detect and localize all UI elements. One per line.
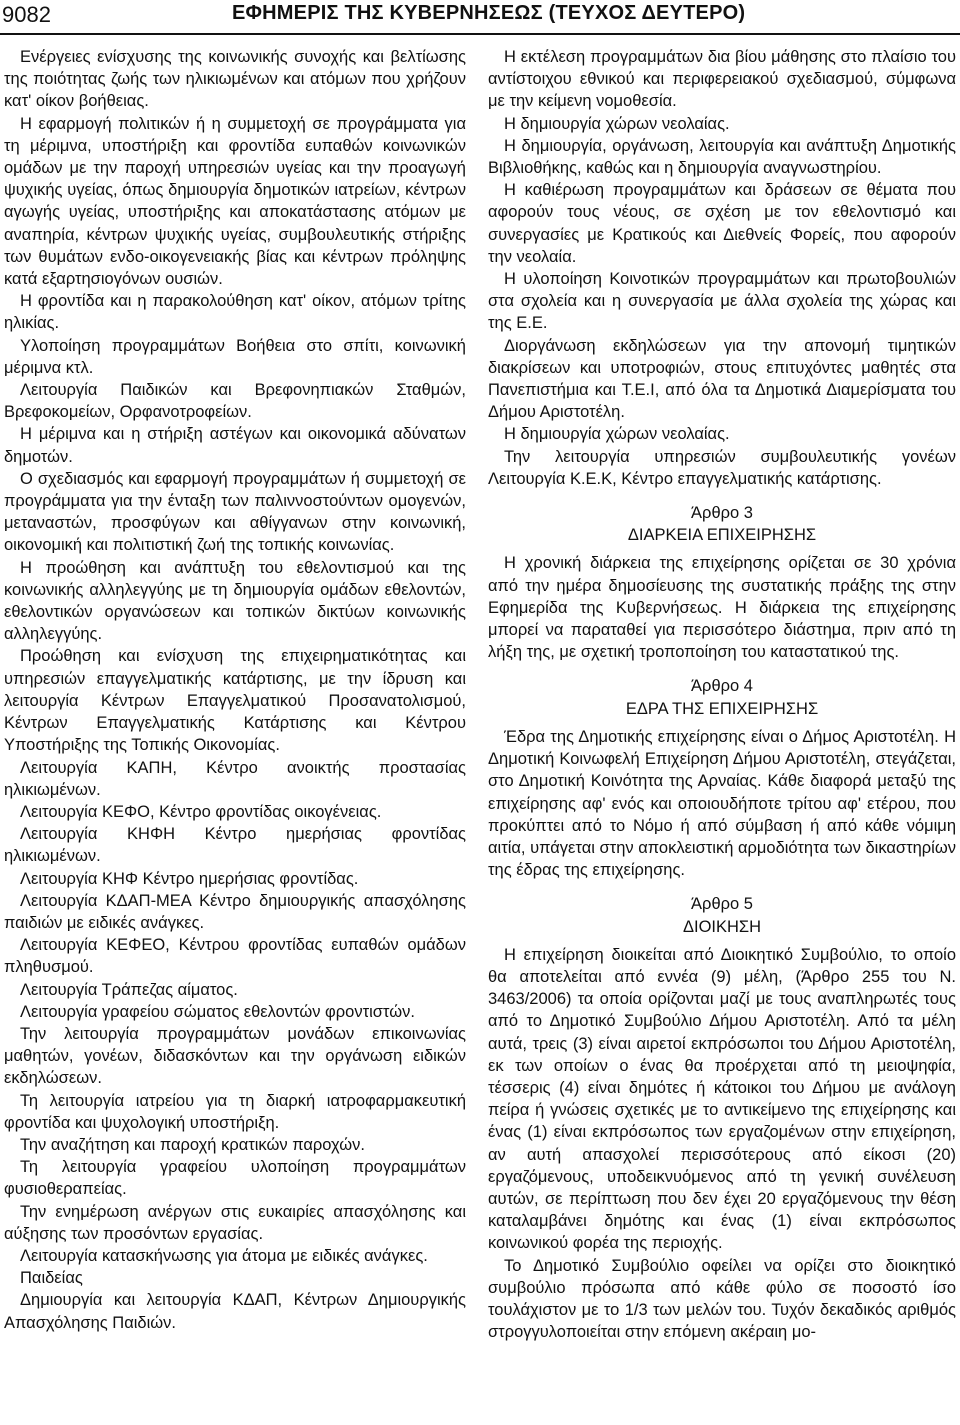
header-rule [0,33,960,35]
left-column [4,46,466,1334]
paragraph: Υλοποίηση προγραμμάτων Βοήθεια στο σπίτι, κοινωνική μέριμνα κτλ. [4,336,466,377]
paragraph: Η φροντίδα και η παρακολούθηση κατ' οίκον, ατόμων τρίτης ηλικίας. [4,292,466,333]
article-4-number: Άρθρο 4 [691,677,753,696]
paragraph: Λειτουργία ΚΑΠΗ, Κέντρο ανοικτής προστασίας ηλικιωμένων. [4,758,466,799]
paragraph: Λειτουργία Παιδικών και Βρεφονηπιακών Σταθμών, Βρεφοκομείων, Ορφανοτροφείων. [4,381,466,422]
page-header [0,0,960,32]
paragraph: Η δημιουργία, οργάνωση, λειτουργία και ανάπτυξη Δημοτικής Βιβλιοθήκης, καθώς και η δημιουργία αναγνωστηρίου. [488,136,956,178]
paragraph: Η υλοποίηση Κοινοτικών προγραμμάτων και πρωτοβουλιών στα σχολεία και η συνεργασία με άλλα σχολεία της χώρας και της Ε.Ε. [488,270,956,333]
paragraph: Λειτουργία ΚΔΑΠ-ΜΕΑ Κέντρο δημιουργικής απασχόλησης παιδιών με ειδικές ανάγκες. [4,891,466,932]
paragraph: Λειτουργία ΚΗΦΗ Κέντρο ημερήσιας φροντίδας ηλικιωμένων. [4,825,466,866]
paragraph: Η εκτέλεση προγραμμάτων δια βίου μάθησης στο πλαίσιο του αντίστοιχου εθνικού και περιφερειακού σχεδιασμού, σύμφωνα με την κείμενη νομοθεσία. [488,48,956,111]
paragraph: Η προώθηση και ανάπτυξη του εθελοντισμού και της κοινωνικής αλληλεγγύης με τη δημιουργία ομάδων εθελοντών, εθελοντικών οργανώσεων και τοπικών δικτύων κοινωνικής αλληλεγγύης. [4,558,466,644]
section-label-paideias: Παιδείας [20,1269,83,1288]
paragraph: Διοργάνωση εκδηλώσεων για την απονομή τιμητικών διακρίσεων και υποτροφιών, στους επιτυχόντες μαθητές στα Πανεπιστήμια και Τ.Ε.Ι, από όλα τα Δημοτικά Διαμερίσματα του Δήμου Αριστοτέλη. [488,336,956,422]
paragraph: Η καθιέρωση προγραμμάτων και δράσεων σε θέματα που αφορούν τους νέους, σε σχέση με τον εθελοντισμό και συνεργασίες με Κρατικούς και Διεθνείς Φορείς, που αφορούν την νεολαία. [488,181,956,266]
paragraph: Προώθηση και ενίσχυση της επιχειρηματικότητας και υπηρεσιών επαγγελματικής κατάρτισης, με την ίδρυση και λειτουργία Κέντρων Επαγγελματικού Προσανατολισμού, Κέντρων Επαγγελματικής Κατάρτισης και Κέντρου Υποστήριξης της Τοπικής Οικονομίας. [4,647,466,755]
paragraph: Δημιουργία και λειτουργία ΚΔΑΠ, Κέντρων Δημιουργικής Απασχόλησης Παιδιών. [4,1291,466,1332]
paragraph: Λειτουργία γραφείου σώματος εθελοντών φροντιστών. [20,1002,415,1021]
paragraph: Η δημιουργία χώρων νεολαίας. [504,425,730,444]
article-5-paragraph: Η επιχείρηση διοικείται από Διοικητικό Συμβούλιο, το οποίο θα αποτελείται από εννέα (9) μέλη, (Άρθρο 255 του Ν. 3463/2006) τα οποία ορίζονται μαζί με τους αναπληρωτές τους από το Δημοτικό Συμβούλιο Δήμου Αριστοτέλη. Από τα μέλη αυτά, τρεις (3) είναι αιρετοί εκπρόσωποι του Δήμου Αριστοτέλη, εκ των οποίων ο ένας θα προέρχεται από τη μειοψηφία, τέσσερις (4) είναι δημότες ή κάτοικοι του Δήμου με ανάλογη πείρα ή γνώσεις σχετικές με το αντικείμενο της επιχείρησης και ένας (1) είναι εκπρόσωπος των εργαζομένων στην επιχείρηση, αν αυτή απασχολεί περισσότερους από είκοσι (20) εργαζόμενους, υποδεικνυόμενος από τη γενική συνέλευση αυτών, σε περίπτωση που δεν έχει 20 εργαζόμενους την θέση καταλαμβάνει δημότης και ένας (1) είναι εκπρόσωπος κοινωνικού φορέα της περιοχής. [488,945,956,1253]
gazette-title: ΕΦΗΜΕΡΙΣ ΤΗΣ ΚΥΒΕΡΝΗΣΕΩΣ (ΤΕΥΧΟΣ ΔΕΥΤΕΡΟ) [232,2,746,24]
right-column [488,46,956,1343]
paragraph: Την αναζήτηση και παροχή κρατικών παροχών. [20,1135,365,1154]
article-5-paragraph: Το Δημοτικό Συμβούλιο οφείλει να ορίζει στο διοικητικό συμβούλιο πρόσωπα από κάθε φύλο σε ποσοστό ίσο τουλάχιστον με το 1/3 των μελών του. Τυχόν δεκαδικός αριθμός στρογγυλοποιείται στην επόμενη ακέραιη μο- [488,1256,956,1342]
paragraph: Ενέργειες ενίσχυσης της κοινωνικής συνοχής και βελτίωσης της ποιότητας ζωής των ηλικιωμένων και ατόμων που χρήζουν κατ' οίκον βοήθειας. [4,48,466,111]
paragraph: Τη λειτουργία ιατρείου για τη διαρκή ιατροφαρμακευτική φροντίδα και ψυχολογική υποστήριξη. [4,1091,466,1132]
paragraph: Την λειτουργία προγραμμάτων μονάδων επικοινωνίας μαθητών, γονέων, διδασκόντων και την οργάνωση ειδικών εκδηλώσεων. [4,1024,466,1088]
paragraph: Η δημιουργία χώρων νεολαίας. [504,114,730,133]
article-4-text: Έδρα της Δημοτικής επιχείρησης είναι ο Δήμος Αριστοτέλη. Η Δημοτική Κοινωφελή Επιχείρηση Δήμου Αριστοτέλη, στεγάζεται, στο Δημοτική Κοινότητα της Αρναίας. Κάθε διαφορά μεταξύ της επιχείρησης αφ' ενός και οποιουδήποτε τρίτου αφ' ετέρου, που προκύπτει από το Νόμο ή από σύμβαση ή από κάθε νόμιμη αιτία, υπάγεται στην αποκλειστική αρμοδιότητα των δικαστηρίων της έδρας της επιχείρησης. [488,727,956,880]
paragraph: Λειτουργία Τράπεζας αίματος. [20,980,238,999]
paragraph: Ο σχεδιασμός και εφαρμογή προγραμμάτων ή συμμετοχή σε προγράμματα για την ένταξη των παλιννοστούντων ομογενών, μεταναστών, προσφύγων και αθίγγανων στην κοινωνική, οικονομική και πολιτιστική ζωή της τοπικής κοινωνίας. [4,469,466,555]
article-3-text: Η χρονική διάρκεια της επιχείρησης ορίζεται σε 30 χρόνια από την ημέρα δημοσίευσης της συστατικής πράξης της στην Εφημερίδα της Κυβερνήσεως. Η διάρκεια της επιχείρησης μπορεί να παραταθεί για περισσότερο διάστημα, πριν από τη λήξη της, με σχετική τροποποίηση του καταστατικού της. [488,554,956,662]
paragraph: Λειτουργία ΚΗΦ Κέντρο ημερήσιας φροντίδας. [20,869,359,888]
paragraph: Την ενημέρωση ανέργων στις ευκαιρίες απασχόλησης και αύξησης των προσόντων εργασίας. [4,1202,466,1243]
article-3-heading: ΔΙΑΡΚΕΙΑ ΕΠΙΧΕΙΡΗΣΗΣ [627,526,817,545]
paragraph: Λειτουργία ΚΕΦΟ, Κέντρο φροντίδας οικογένειας. [20,802,382,821]
paragraph: Η εφαρμογή πολιτικών ή η συμμετοχή σε προγράμματα για τη μέριμνα, υποστήριξη και φροντίδα ευπαθών κοινωνικών ομάδων με την παροχή υπηρεσιών υγείας και την προαγωγή ψυχικής υγείας, όπως δημιουργία δημοτικών ιατρείων, κέντρων αγωγής υγείας, υποστήριξης και αποκατάστασης ατόμων με αναπηρία, κέντρων ψυχικής υγείας, συμβουλευτικής στήριξης των θυμάτων ενδο-οικογενειακής βίας και κέντρων πρόληψης κατά εξαρτησιογόνων ουσιών. [4,114,466,289]
paragraph: Η μέριμνα και η στήριξη αστέγων και οικονομικά αδύνατων δημοτών. [4,425,466,466]
paragraph: Την λειτουργία υπηρεσιών συμβουλευτικής γονέων Λειτουργία Κ.Ε.Κ, Κέντρο επαγγελματικής κατάρτισης. [488,447,956,488]
article-3-number: Άρθρο 3 [691,504,753,523]
paragraph: Λειτουργία κατασκήνωσης για άτομα με ειδικές ανάγκες. [20,1246,428,1265]
paragraph: Τη λειτουργία γραφείου υλοποίηση προγραμμάτων φυσιοθεραπείας. [4,1158,466,1199]
paragraph: Λειτουργία ΚΕΦΕΟ, Κέντρου φροντίδας ευπαθών ομάδων πληθυσμού. [4,936,466,977]
article-5-heading: ΔΙΟΙΚΗΣΗ [682,917,762,936]
page-number: 9082 [2,2,51,27]
article-5-number: Άρθρο 5 [691,895,753,914]
article-4-heading: ΕΔΡΑ ΤΗΣ ΕΠΙΧΕΙΡΗΣΗΣ [625,699,819,718]
